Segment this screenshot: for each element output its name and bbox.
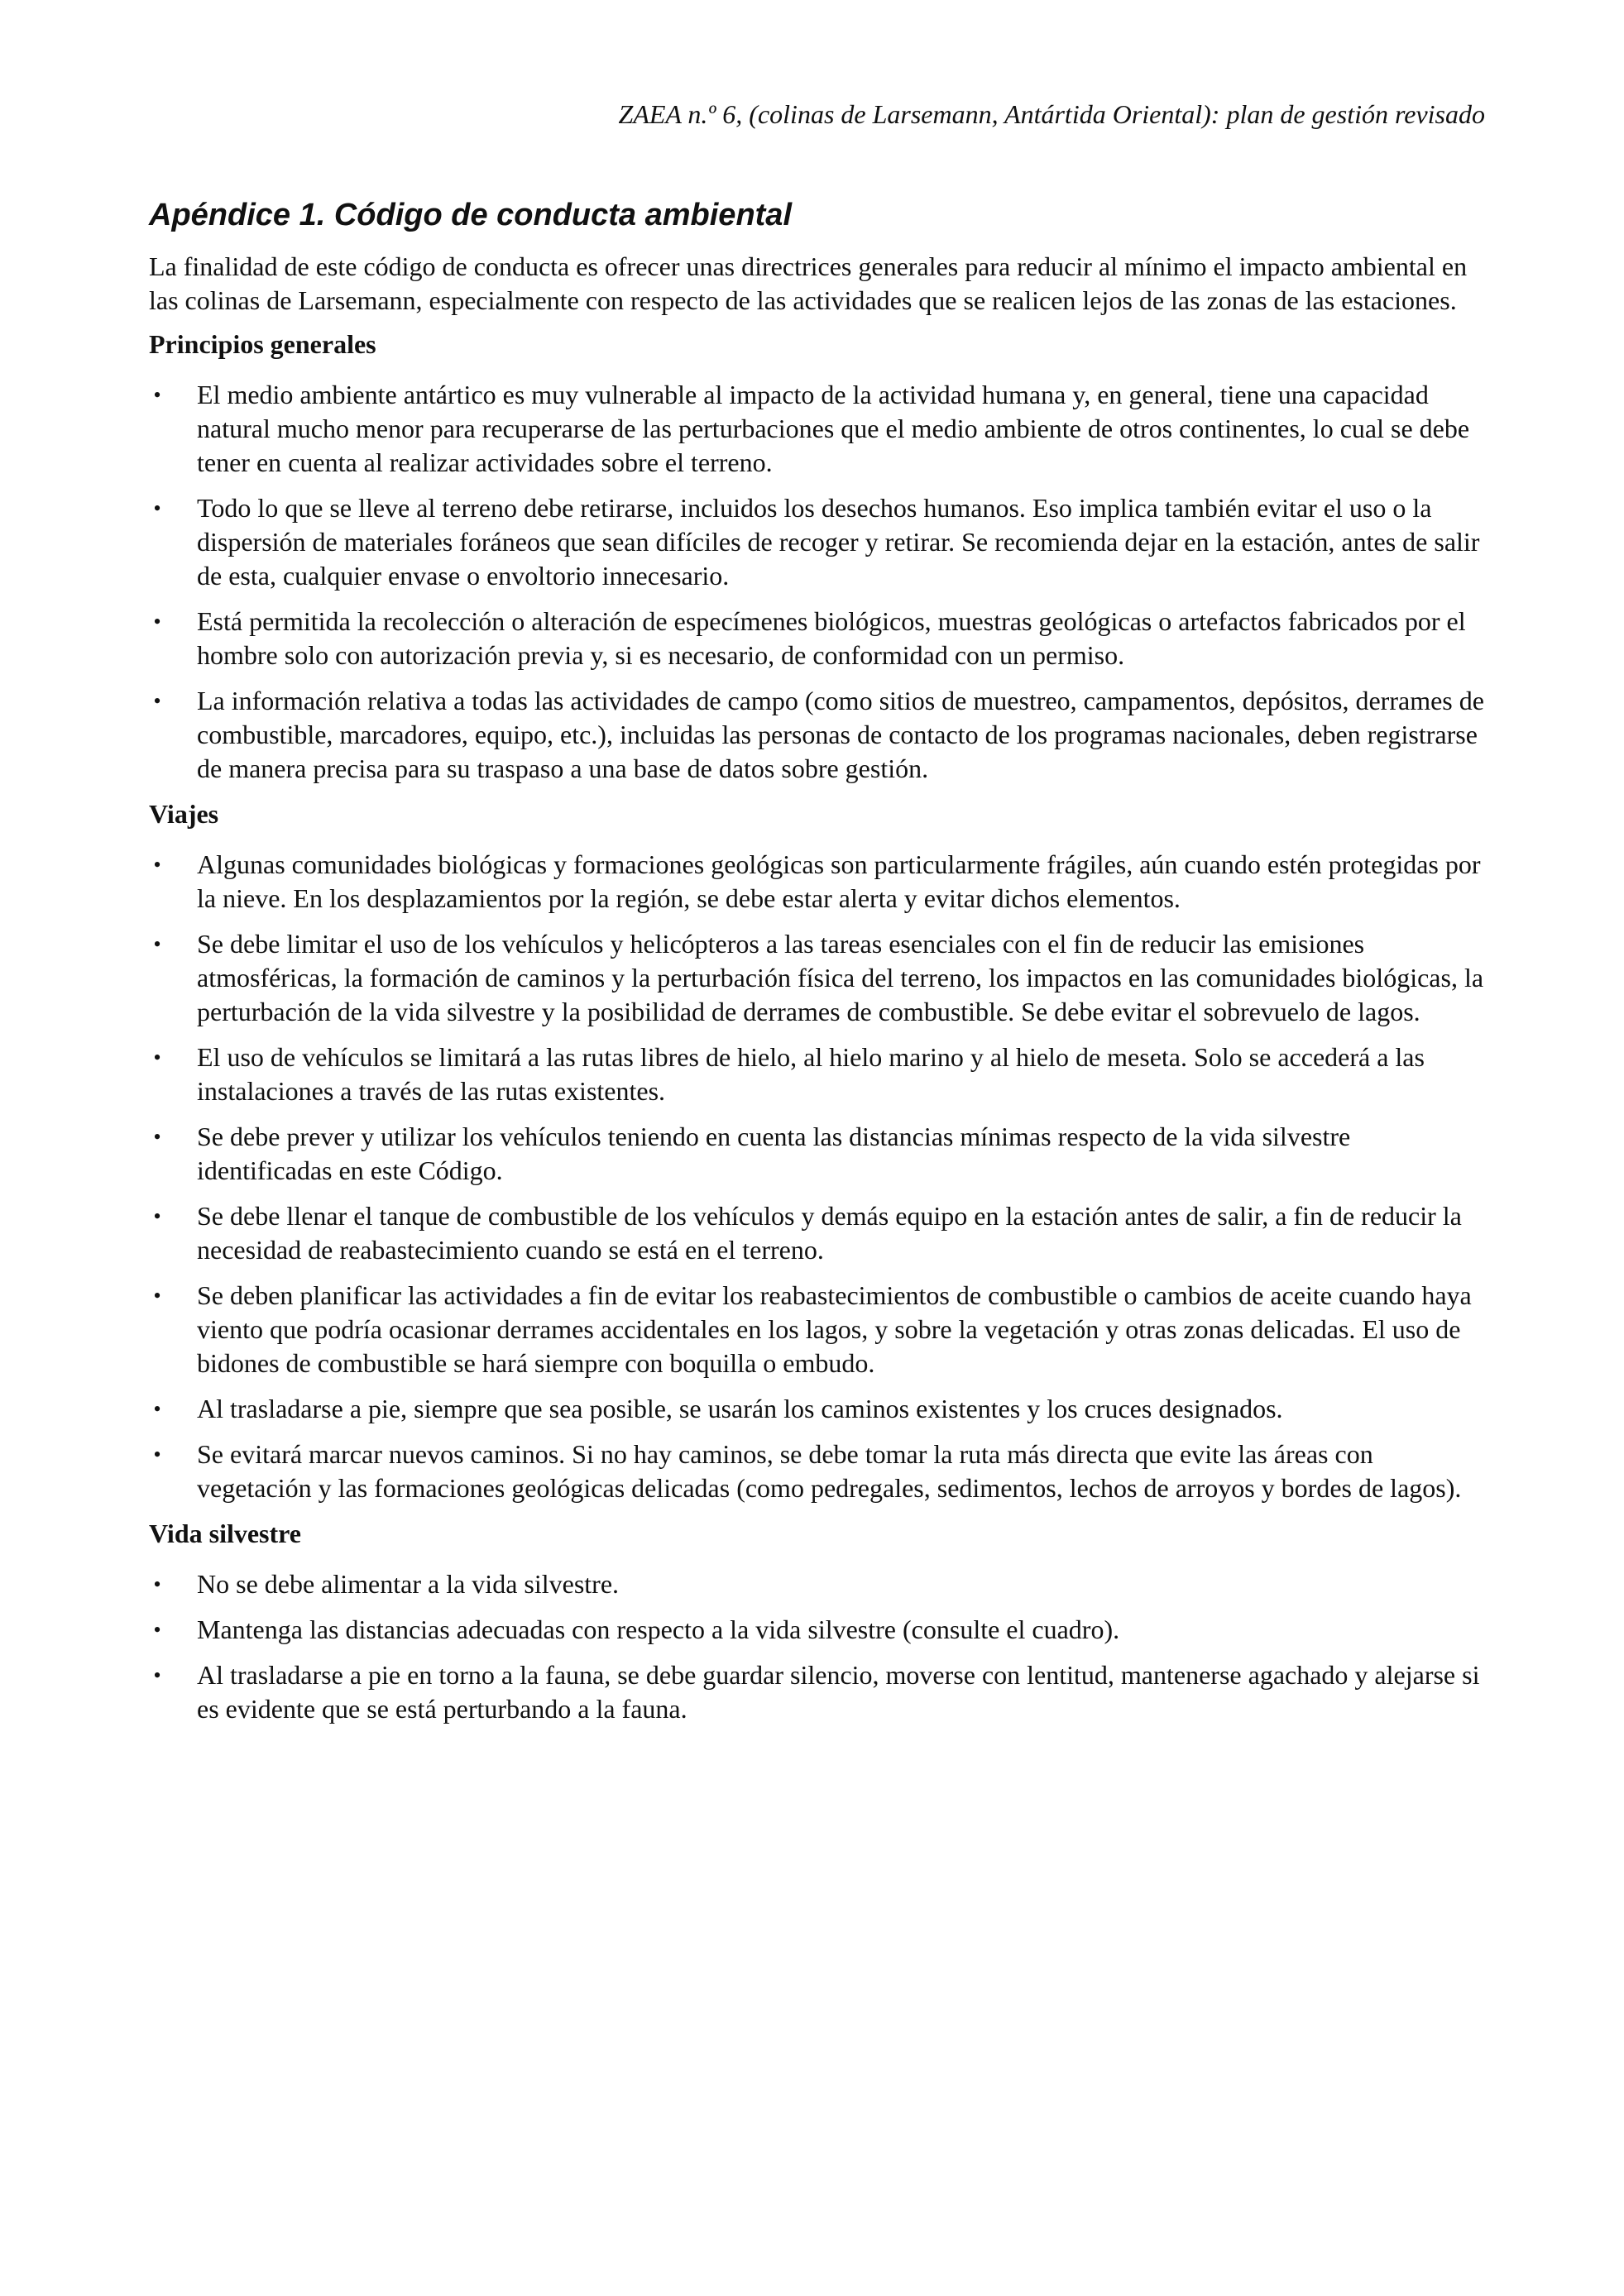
running-header: ZAEA n.º 6, (colinas de Larsemann, Antártida Oriental): plan de gestión revisado bbox=[618, 99, 1485, 129]
document-body bbox=[149, 192, 1489, 1738]
bullet-list bbox=[149, 848, 1489, 1505]
list-item bbox=[149, 1658, 1489, 1726]
list-item bbox=[149, 684, 1489, 786]
appendix-title: Apéndice 1. Código de conducta ambiental bbox=[149, 198, 792, 232]
list-item-text: Está permitida la recolección o alteración de especímenes biológicos, muestras geológicas o artefactos fabricados por el hombre solo con autorización previa y, si es necesario, de conformidad con un permiso. bbox=[197, 606, 1466, 670]
list-item-text: El uso de vehículos se limitará a las rutas libres de hielo, al hielo marino y al hielo de meseta. Solo se accederá a las instalaciones a través de las rutas existentes. bbox=[197, 1042, 1425, 1106]
bullet-marker: • bbox=[153, 1125, 161, 1149]
bullet-marker: • bbox=[153, 610, 161, 634]
list-item-text: Mantenga las distancias adecuadas con respecto a la vida silvestre (consulte el cuadro). bbox=[197, 1614, 1120, 1644]
list-item bbox=[149, 1437, 1489, 1505]
list-item bbox=[149, 1392, 1489, 1426]
bullet-marker: • bbox=[153, 932, 161, 956]
list-item bbox=[149, 378, 1489, 480]
list-item bbox=[149, 1613, 1489, 1647]
list-item-text: Algunas comunidades biológicas y formaciones geológicas son particularmente frágiles, aún cuando estén protegidas por la nieve. En los desplazamientos por la región, se debe estar alerta y evitar dichos elementos. bbox=[197, 849, 1481, 913]
list-item-text: El medio ambiente antártico es muy vulnerable al impacto de la actividad humana y, en general, tiene una capacidad natural mucho menor para recuperarse de las perturbaciones que el medio ambiente de otros continentes, lo cual se debe tener en cuenta al realizar actividades sobre el terreno. bbox=[197, 380, 1470, 477]
bullet-marker: • bbox=[153, 1663, 161, 1687]
bullet-list bbox=[149, 1567, 1489, 1726]
list-item-text: Se evitará marcar nuevos caminos. Si no hay caminos, se debe tomar la ruta más directa que evite las áreas con vegetación y las formaciones geológicas delicadas (como pedregales, sedimentos, lechos de arroyos y bordes de lagos). bbox=[197, 1439, 1462, 1503]
section-viajes bbox=[149, 797, 1489, 1505]
list-item-text: Se deben planificar las actividades a fin de evitar los reabastecimientos de combustible o cambios de aceite cuando haya viento que podría ocasionar derrames accidentales en los lagos, y sobre la vegetación y otras zonas delicadas. El uso de bidones de combustible se hará siempre con boquilla o embudo. bbox=[197, 1280, 1472, 1378]
list-item bbox=[149, 491, 1489, 593]
list-item-text: Al trasladarse a pie, siempre que sea posible, se usarán los caminos existentes y los cruces designados. bbox=[197, 1394, 1283, 1423]
section-vida-silvestre bbox=[149, 1517, 1489, 1726]
section-heading: Principios generales bbox=[149, 329, 376, 359]
bullet-list bbox=[149, 378, 1489, 786]
list-item bbox=[149, 605, 1489, 672]
bullet-marker: • bbox=[153, 1618, 161, 1642]
list-item-text: Se debe limitar el uso de los vehículos y helicópteros a las tareas esenciales con el fin de reducir las emisiones atmosféricas, la formación de caminos y la perturbación física del terreno, los impactos en las comunidades biológicas, la perturbación de la vida silvestre y la posibilidad de derrames de combustible. Se debe evitar el sobrevuelo de lagos. bbox=[197, 929, 1484, 1026]
list-item-text: Se debe llenar el tanque de combustible de los vehículos y demás equipo en la estación antes de salir, a fin de reducir la necesidad de reabastecimiento cuando se está en el terreno. bbox=[197, 1201, 1462, 1265]
bullet-marker: • bbox=[153, 1442, 161, 1466]
list-item-text: No se debe alimentar a la vida silvestre. bbox=[197, 1569, 620, 1599]
list-item bbox=[149, 1199, 1489, 1267]
list-item bbox=[149, 1279, 1489, 1380]
list-item bbox=[149, 848, 1489, 916]
bullet-marker: • bbox=[153, 689, 161, 713]
section-principios-generales bbox=[149, 328, 1489, 786]
section-heading: Vida silvestre bbox=[149, 1519, 301, 1548]
list-item bbox=[149, 927, 1489, 1029]
list-item-text: Al trasladarse a pie en torno a la fauna, se debe guardar silencio, moverse con lentitud, mantenerse agachado y alejarse si es evidente que se está perturbando a la fauna. bbox=[197, 1660, 1480, 1724]
bullet-marker: • bbox=[153, 1397, 161, 1421]
bullet-marker: • bbox=[153, 1045, 161, 1069]
list-item-text: Todo lo que se lleve al terreno debe retirarse, incluidos los desechos humanos. Eso implica también evitar el uso o la dispersión de materiales foráneos que sean difíciles de recoger y retirar. Se recomienda dejar en la estación, antes de salir de esta, cualquier envase o envoltorio innecesario. bbox=[197, 493, 1480, 591]
bullet-marker: • bbox=[153, 496, 161, 520]
bullet-marker: • bbox=[153, 1284, 161, 1308]
list-item-text: Se debe prever y utilizar los vehículos teniendo en cuenta las distancias mínimas respecto de la vida silvestre identificadas en este Código. bbox=[197, 1122, 1351, 1185]
list-item bbox=[149, 1120, 1489, 1188]
bullet-marker: • bbox=[153, 383, 161, 407]
intro-paragraph: La finalidad de este código de conducta es ofrecer unas directrices generales para reducir al mínimo el impacto ambiental en las colinas de Larsemann, especialmente con respecto de las actividades que se realicen lejos de las zonas de las estaciones. bbox=[149, 251, 1468, 315]
bullet-marker: • bbox=[153, 1572, 161, 1596]
bullet-marker: • bbox=[153, 1204, 161, 1228]
list-item bbox=[149, 1040, 1489, 1108]
section-heading: Viajes bbox=[149, 799, 219, 829]
list-item-text: La información relativa a todas las actividades de campo (como sitios de muestreo, campamentos, depósitos, derrames de combustible, marcadores, equipo, etc.), incluidas las personas de contacto de los programas nacionales, deben registrarse de manera precisa para su traspaso a una base de datos sobre gestión. bbox=[197, 686, 1484, 783]
list-item bbox=[149, 1567, 1489, 1601]
bullet-marker: • bbox=[153, 853, 161, 877]
